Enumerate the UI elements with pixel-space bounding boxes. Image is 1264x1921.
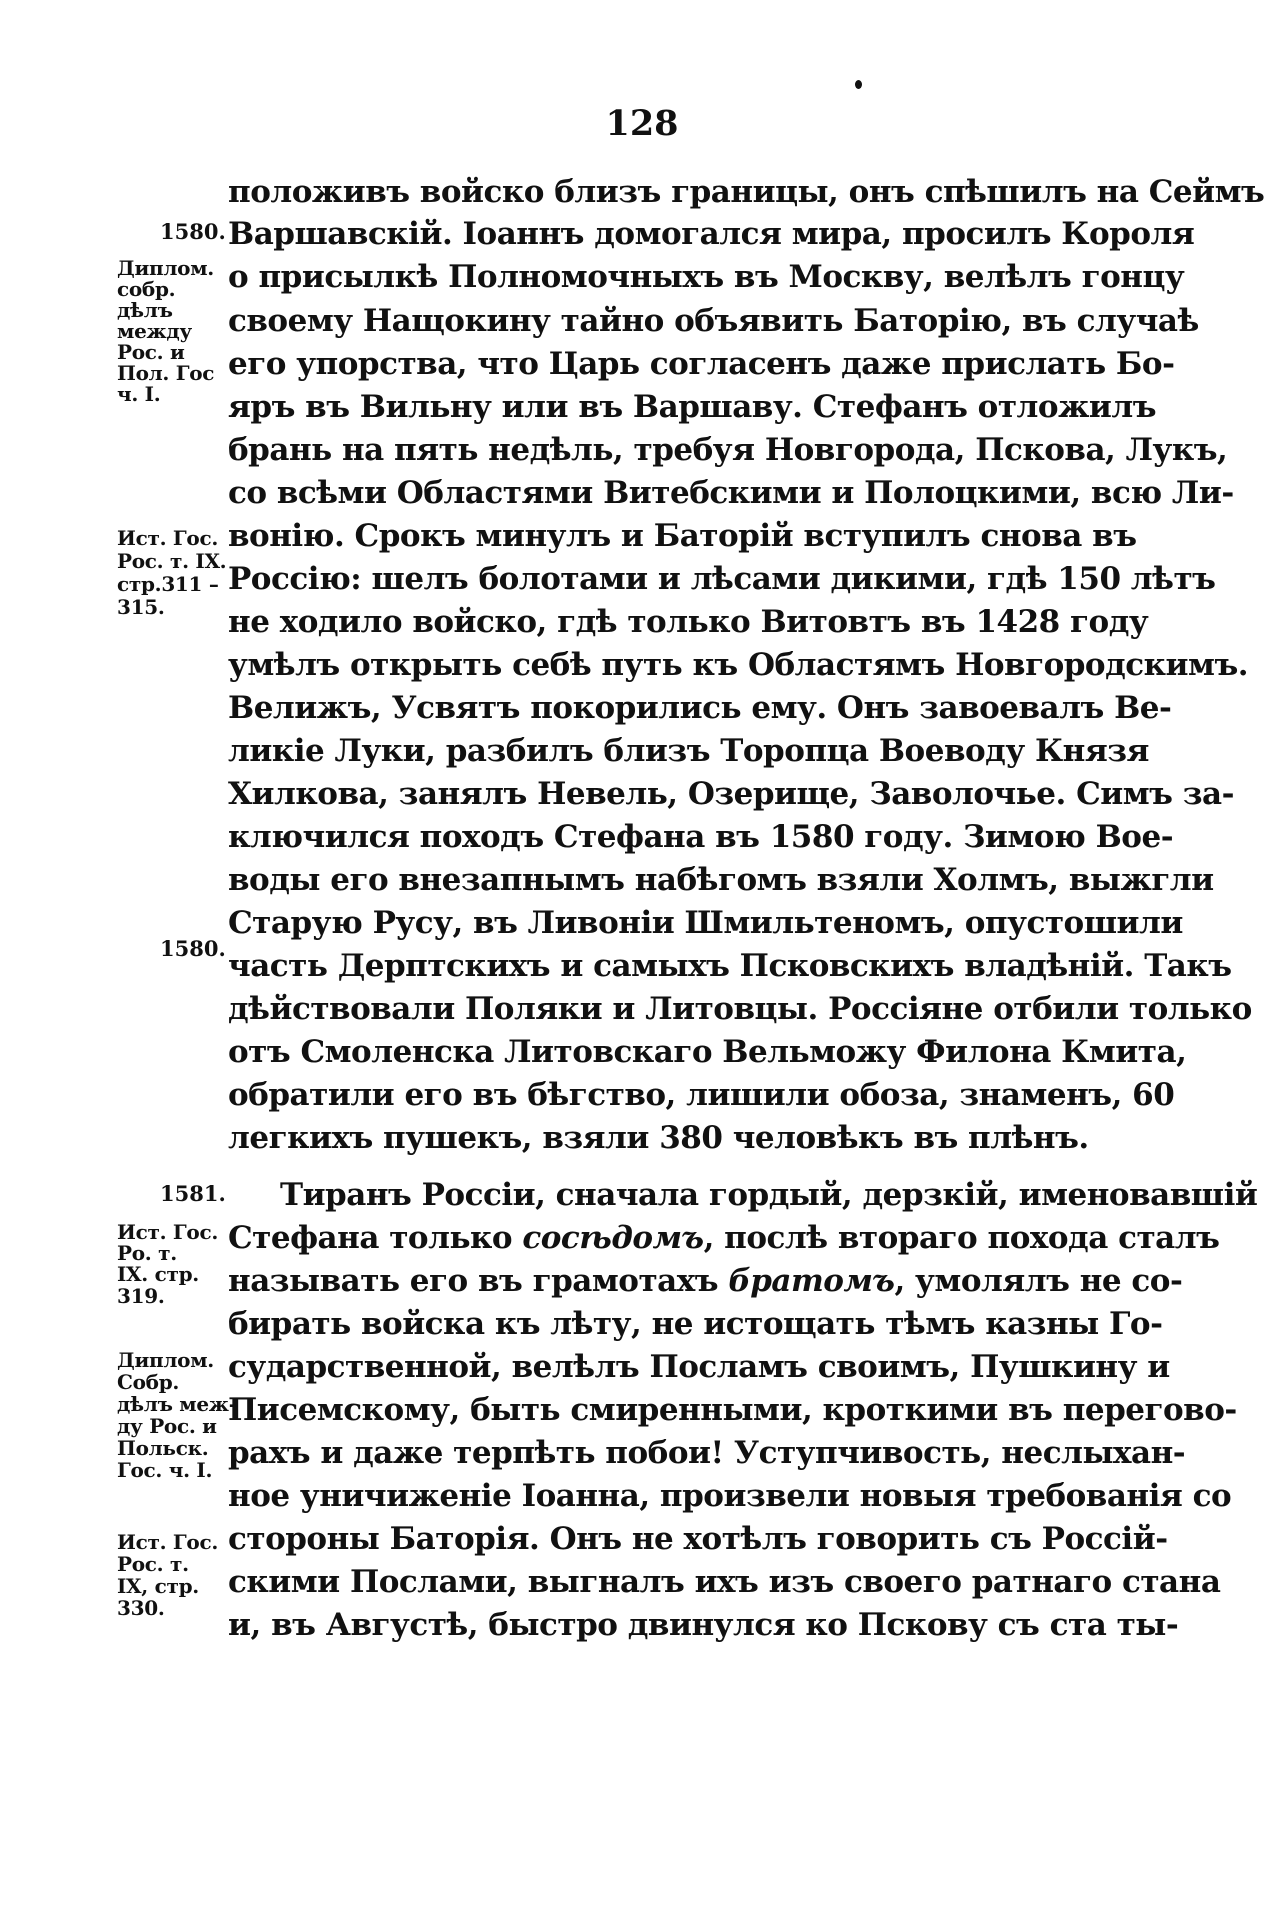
margin-note: Польск. [117,1436,209,1460]
text-line: яръ въ Вильну или въ Варшаву. Стефанъ отложилъ [228,389,1157,425]
margin-note: Ист. Гос. [117,1530,218,1554]
margin-note: IX, стр. [117,1574,199,1598]
margin-note: 330. [117,1596,165,1620]
margin-year: 1581. [160,1181,226,1206]
text-line: легкихъ пушекъ, взяли 380 человѣкъ въ плѣнъ. [228,1120,1089,1156]
text-line: брань на пять недѣль, требуя Новгорода, Пскова, Лукъ, [228,432,1228,468]
text-line: умѣлъ открыть себѣ путь къ Областямъ Новгородскимъ. [228,647,1249,683]
italic-word: братомъ [728,1263,895,1299]
text-line: Варшавскій. Іоаннъ домогался мира, просилъ Короля [228,216,1195,252]
margin-note: Диплом. [117,1348,214,1372]
margin-year: 1580. [160,219,226,244]
text-line: Тиранъ Россіи, сначала гордый, дерзкій, именовавшій [280,1177,1258,1213]
margin-note: Ро. т. [117,1241,177,1265]
page-number: 128 [605,103,679,144]
text-line: бирать войска къ лѣту, не истощать тѣмъ казны Го- [228,1306,1163,1342]
text-line: Писемскому, быть смиренными, кроткими въ перегово- [228,1392,1237,1428]
margin-note: Собр. [117,1370,180,1394]
margin-note: ч. I. [117,382,161,406]
text-line: о присылкѣ Полномочныхъ въ Москву, велѣлъ гонцу [228,259,1185,295]
margin-note: дѣлъ меж- [117,1392,237,1416]
italic-word: сосѣдомъ [522,1220,704,1256]
margin-note: Рос. т. [117,1552,189,1576]
text-line: ключился походъ Стефана въ 1580 году. Зимою Вое- [228,819,1174,855]
text-line [228,1218,1220,1258]
margin-note: Гос. ч. I. [117,1458,213,1482]
text-line: своему Нащокину тайно объявить Баторію, въ случаѣ [228,303,1199,339]
text-line: рахъ и даже терпѣть побои! Уступчивость, неслыхан- [228,1435,1186,1471]
margin-note: Ист. Гос. [117,526,218,550]
margin-note: IX. стр. [117,1262,199,1286]
text-line: положивъ войско близъ границы, онъ спѣшилъ на Сеймъ [228,174,1264,210]
text-run: , умолялъ не со- [894,1263,1183,1299]
text-line: Велижъ, Усвятъ покорились ему. Онъ завоевалъ Ве- [228,690,1172,726]
text-line: сударственной, велѣлъ Посламъ своимъ, Пушкину и [228,1349,1170,1385]
margin-note: Пол. Гос [117,361,215,385]
text-line: скими Послами, выгналъ ихъ изъ своего ратнаго стана [228,1564,1221,1600]
text-run: , послѣ втораго похода сталъ [703,1220,1220,1256]
text-line: воды его внезапнымъ набѣгомъ взяли Холмъ, выжгли [228,862,1214,898]
margin-note: собр. [117,277,176,301]
text-line: вонію. Срокъ минулъ и Баторій вступилъ снова въ [228,518,1137,554]
margin-note: дѣлъ [117,298,173,322]
margin-note: 319. [117,1284,165,1308]
text-line: отъ Смоленска Литовскаго Вельможу Филона Кмита, [228,1034,1187,1070]
text-line: ное уничиженіе Іоанна, произвели новыя требованія со [228,1478,1232,1514]
text-line: Хилкова, занялъ Невель, Озерище, Заволочье. Симъ за- [228,776,1234,812]
text-line: Россію: шелъ болотами и лѣсами дикими, гдѣ 150 лѣтъ [228,561,1216,597]
text-line: его упорства, что Царь согласенъ даже прислать Бо- [228,346,1175,382]
ink-dot [855,80,862,89]
text-line: стороны Баторія. Онъ не хотѣлъ говорить съ Россій- [228,1521,1168,1557]
margin-note: Рос. т. IX. [117,549,227,573]
margin-note: Рос. и [117,340,185,364]
margin-note: ду Рос. и [117,1414,217,1438]
text-line: обратили его въ бѣгство, лишили обоза, знаменъ, 60 [228,1077,1175,1113]
text-line: ликіе Луки, разбилъ близъ Торопца Воеводу Князя [228,733,1149,769]
text-run: называть его въ грамотахъ [228,1263,729,1299]
text-line: часть Дерптскихъ и самыхъ Псковскихъ владѣній. Такъ [228,948,1232,984]
text-run: Стефана только [228,1220,523,1256]
margin-note: Ист. Гос. [117,1220,218,1244]
text-line: и, въ Августѣ, быстро двинулся ко Пскову съ ста ты- [228,1607,1179,1643]
text-line: Старую Русу, въ Ливоніи Шмильтеномъ, опустошили [228,905,1183,941]
margin-note: стр.311 – [117,572,219,596]
text-line: дѣйствовали Поляки и Литовцы. Россіяне отбили только [228,991,1252,1027]
margin-year: 1580. [160,936,226,961]
margin-note: 315. [117,595,165,619]
text-line: не ходило войско, гдѣ только Витовтъ въ 1428 году [228,604,1149,640]
margin-note: Диплом. [117,256,214,280]
margin-note: между [117,319,192,343]
text-line: со всѣми Областями Витебскими и Полоцкими, всю Ли- [228,475,1234,511]
text-line [228,1261,1183,1301]
